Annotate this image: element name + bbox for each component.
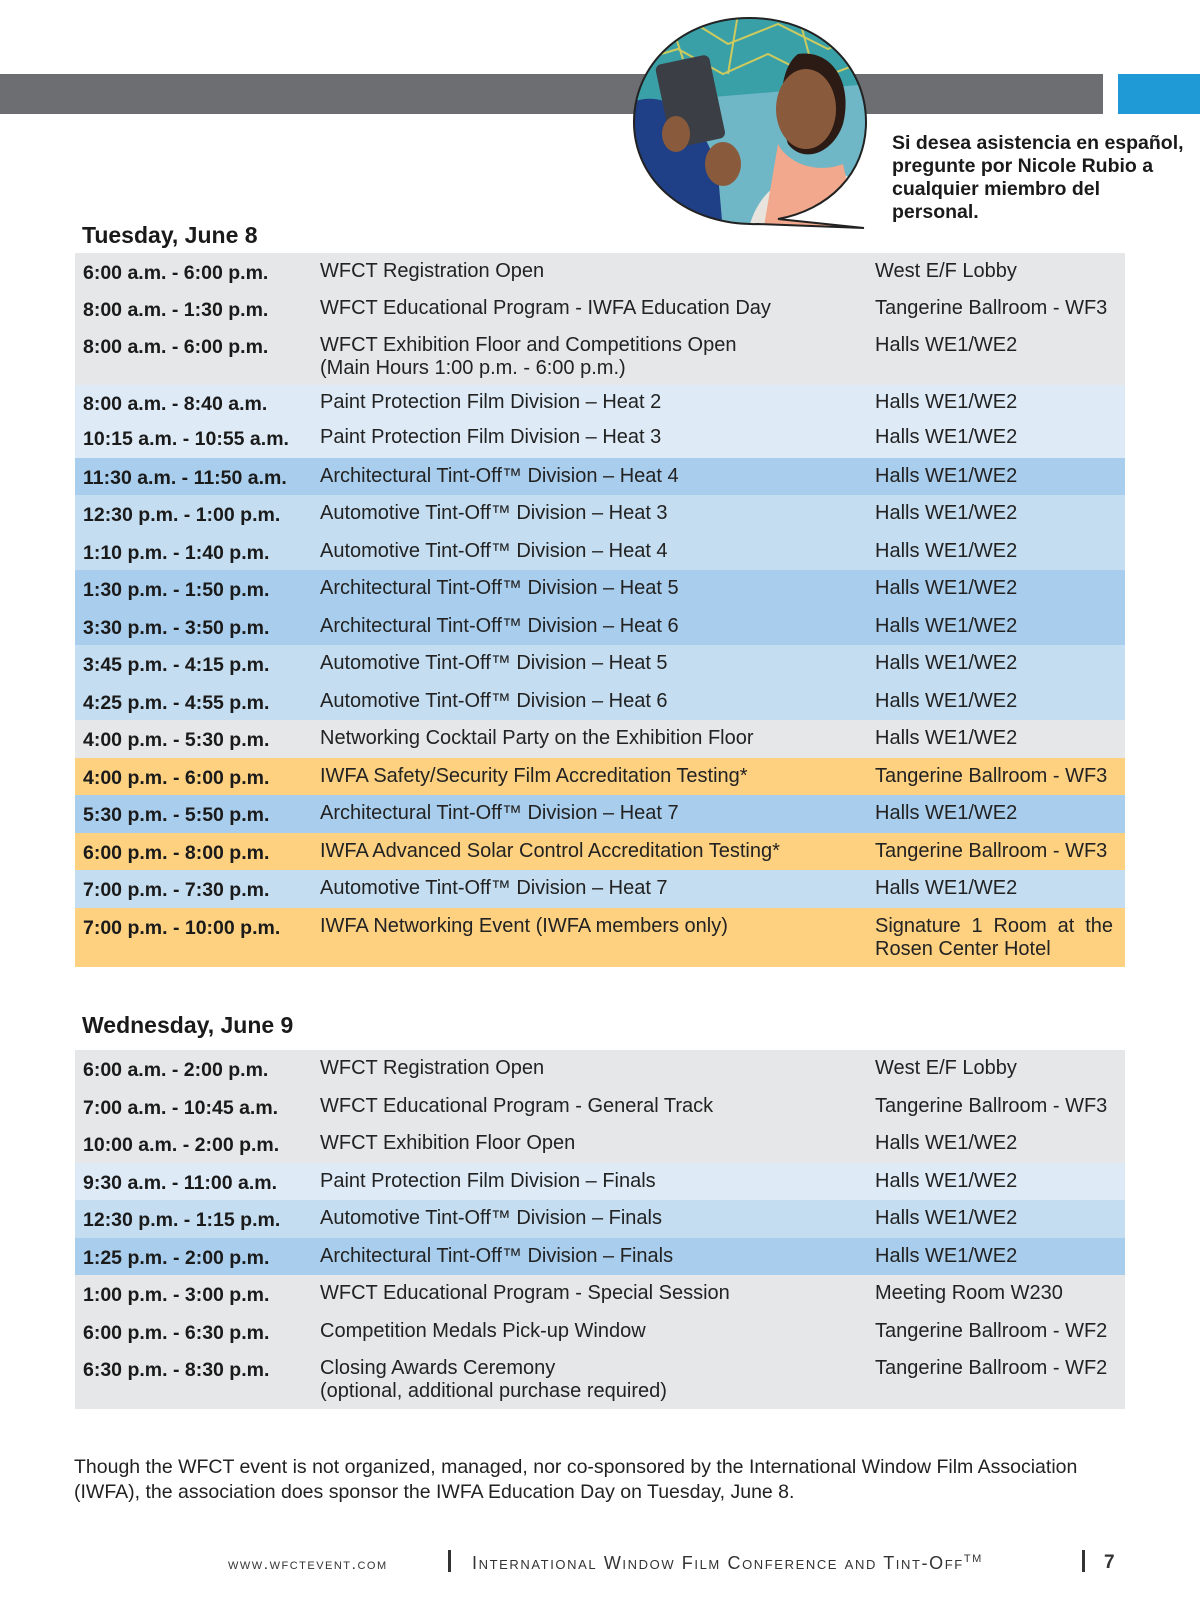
room-cell: Tangerine Ballroom - WF3 xyxy=(875,765,1108,787)
footer-divider xyxy=(1082,1550,1085,1572)
time-cell: 3:30 p.m. - 3:50 p.m. xyxy=(83,617,270,639)
event-cell: Automotive Tint-Off™ Division – Heat 6 xyxy=(320,690,668,712)
event-cell: Networking Cocktail Party on the Exhibition Floor xyxy=(320,727,754,749)
time-cell: 5:30 p.m. - 5:50 p.m. xyxy=(83,804,270,826)
footer-divider xyxy=(448,1550,451,1572)
time-cell: 1:25 p.m. - 2:00 p.m. xyxy=(83,1247,270,1269)
time-cell: 8:00 a.m. - 8:40 a.m. xyxy=(83,393,268,415)
event-cell: Closing Awards Ceremony xyxy=(320,1357,556,1379)
room-cell: Halls WE1/WE2 xyxy=(875,690,1018,712)
room-cell: Halls WE1/WE2 xyxy=(875,727,1018,749)
time-cell: 1:00 p.m. - 3:00 p.m. xyxy=(83,1284,270,1306)
table-row xyxy=(75,1125,1125,1163)
room-cell: Signature 1 Room at the xyxy=(875,915,1113,937)
time-cell: 7:00 a.m. - 10:45 a.m. xyxy=(83,1097,279,1119)
event-cell: WFCT Exhibition Floor Open xyxy=(320,1132,576,1154)
time-cell: 10:00 a.m. - 2:00 p.m. xyxy=(83,1134,280,1156)
time-cell: 6:00 a.m. - 2:00 p.m. xyxy=(83,1059,269,1081)
table-row xyxy=(75,1350,1125,1409)
table-row xyxy=(75,1275,1125,1313)
room-cell: Halls WE1/WE2 xyxy=(875,577,1018,599)
event-cell-line2: (Main Hours 1:00 p.m. - 6:00 p.m.) xyxy=(320,357,626,379)
time-cell: 12:30 p.m. - 1:15 p.m. xyxy=(83,1209,281,1231)
room-cell: Halls WE1/WE2 xyxy=(875,391,1018,413)
spanish-assistance-note: Si desea asistencia en español, pregunte por Nicole Rubio a cualquier miembro del personal. xyxy=(892,132,1184,223)
table-row xyxy=(75,1088,1125,1125)
room-cell: Halls WE1/WE2 xyxy=(875,1207,1018,1229)
event-cell: Automotive Tint-Off™ Division – Heat 7 xyxy=(320,877,668,899)
event-cell: Automotive Tint-Off™ Division – Heat 3 xyxy=(320,502,668,524)
table-row xyxy=(75,1050,1125,1088)
table-row xyxy=(75,833,1125,870)
event-cell: Automotive Tint-Off™ Division – Heat 4 xyxy=(320,540,668,562)
time-cell: 11:30 a.m. - 11:50 a.m. xyxy=(83,467,287,489)
day-heading-tuesday: Tuesday, June 8 xyxy=(82,222,258,248)
event-cell: WFCT Educational Program - General Track xyxy=(320,1095,714,1117)
room-cell: Tangerine Ballroom - WF3 xyxy=(875,840,1108,862)
event-cell: Architectural Tint-Off™ Division – Heat 6 xyxy=(320,615,679,637)
event-cell-line2: (optional, additional purchase required) xyxy=(320,1380,667,1402)
table-row xyxy=(75,758,1125,795)
schedule-table-wednesday xyxy=(75,1050,1125,1409)
time-cell: 4:25 p.m. - 4:55 p.m. xyxy=(83,692,270,714)
footer-conference-title xyxy=(472,1553,983,1574)
table-row xyxy=(75,1163,1125,1200)
event-cell: Automotive Tint-Off™ Division – Finals xyxy=(320,1207,662,1229)
room-cell: Halls WE1/WE2 xyxy=(875,1245,1018,1267)
event-cell: WFCT Registration Open xyxy=(320,260,545,282)
room-cell: Halls WE1/WE2 xyxy=(875,502,1018,524)
time-cell: 6:00 p.m. - 6:30 p.m. xyxy=(83,1322,270,1344)
event-cell: WFCT Registration Open xyxy=(320,1057,545,1079)
table-row xyxy=(75,908,1125,967)
table-row xyxy=(75,1313,1125,1350)
table-row xyxy=(75,421,1125,458)
page-number: 7 xyxy=(1104,1552,1115,1573)
event-cell: IWFA Safety/Security Film Accreditation Testing* xyxy=(320,765,748,787)
time-cell: 8:00 a.m. - 1:30 p.m. xyxy=(83,299,269,321)
event-cell: IWFA Networking Event (IWFA members only) xyxy=(320,915,728,937)
table-row xyxy=(75,720,1125,758)
time-cell: 9:30 a.m. - 11:00 a.m. xyxy=(83,1172,278,1194)
header-bar-gray xyxy=(0,74,1103,114)
day-heading-wednesday: Wednesday, June 9 xyxy=(82,1012,294,1038)
footer-website: www.wfctevent.com xyxy=(228,1556,388,1573)
time-cell: 6:00 p.m. - 8:00 p.m. xyxy=(83,842,270,864)
event-cell: Architectural Tint-Off™ Division – Heat 7 xyxy=(320,802,679,824)
room-cell: Halls WE1/WE2 xyxy=(875,652,1018,674)
room-cell: Tangerine Ballroom - WF2 xyxy=(875,1320,1108,1342)
table-row xyxy=(75,795,1125,833)
room-cell: Tangerine Ballroom - WF3 xyxy=(875,1095,1108,1117)
event-cell: Automotive Tint-Off™ Division – Heat 5 xyxy=(320,652,668,674)
table-row xyxy=(75,870,1125,908)
table-row xyxy=(75,1238,1125,1275)
event-cell: Architectural Tint-Off™ Division – Heat 4 xyxy=(320,465,679,487)
room-cell: Halls WE1/WE2 xyxy=(875,465,1018,487)
footer-tm: TM xyxy=(963,1553,983,1565)
time-cell: 10:15 a.m. - 10:55 a.m. xyxy=(83,428,289,450)
table-row xyxy=(75,290,1125,327)
time-cell: 12:30 p.m. - 1:00 p.m. xyxy=(83,504,281,526)
page-footer xyxy=(0,1552,1200,1586)
room-cell-line2: Rosen Center Hotel xyxy=(875,938,1051,960)
table-row xyxy=(75,608,1125,645)
table-row xyxy=(75,385,1125,421)
event-cell: WFCT Educational Program - IWFA Education Day xyxy=(320,297,771,319)
room-cell: Meeting Room W230 xyxy=(875,1282,1063,1304)
room-cell: Halls WE1/WE2 xyxy=(875,334,1018,356)
table-row xyxy=(75,253,1125,290)
time-cell: 1:30 p.m. - 1:50 p.m. xyxy=(83,579,270,601)
event-cell: WFCT Exhibition Floor and Competitions Open xyxy=(320,334,737,356)
time-cell: 4:00 p.m. - 6:00 p.m. xyxy=(83,767,270,789)
event-cell: Paint Protection Film Division – Heat 3 xyxy=(320,426,662,448)
event-cell: IWFA Advanced Solar Control Accreditation Testing* xyxy=(320,840,780,862)
event-cell: Paint Protection Film Division – Heat 2 xyxy=(320,391,662,413)
table-row xyxy=(75,458,1125,495)
schedule-table-tuesday xyxy=(75,253,1125,967)
room-cell: Halls WE1/WE2 xyxy=(875,877,1018,899)
time-cell: 3:45 p.m. - 4:15 p.m. xyxy=(83,654,270,676)
table-row xyxy=(75,570,1125,608)
room-cell: Halls WE1/WE2 xyxy=(875,1170,1018,1192)
time-cell: 7:00 p.m. - 10:00 p.m. xyxy=(83,917,281,939)
table-row xyxy=(75,1200,1125,1238)
time-cell: 1:10 p.m. - 1:40 p.m. xyxy=(83,542,270,564)
time-cell: 7:00 p.m. - 7:30 p.m. xyxy=(83,879,270,901)
time-cell: 8:00 a.m. - 6:00 p.m. xyxy=(83,336,269,358)
event-cell: Architectural Tint-Off™ Division – Heat 5 xyxy=(320,577,679,599)
room-cell: West E/F Lobby xyxy=(875,260,1017,282)
footer-conference-name: International Window Film Conference and Tint-Off xyxy=(472,1553,964,1573)
table-row xyxy=(75,683,1125,720)
table-row xyxy=(75,645,1125,683)
event-cell: Architectural Tint-Off™ Division – Finals xyxy=(320,1245,674,1267)
room-cell: Tangerine Ballroom - WF3 xyxy=(875,297,1108,319)
room-cell: Halls WE1/WE2 xyxy=(875,540,1018,562)
event-cell: WFCT Educational Program - Special Session xyxy=(320,1282,730,1304)
table-row xyxy=(75,327,1125,385)
event-cell: Paint Protection Film Division – Finals xyxy=(320,1170,656,1192)
woman-with-tablet-photo xyxy=(628,14,871,232)
sponsorship-footnote: Though the WFCT event is not organized, managed, nor co-sponsored by the International Window Film Association (IWFA), the association does sponsor the IWFA Education Day on Tuesday, June 8. xyxy=(74,1456,1078,1503)
time-cell: 6:00 a.m. - 6:00 p.m. xyxy=(83,262,269,284)
table-row xyxy=(75,495,1125,533)
room-cell: Halls WE1/WE2 xyxy=(875,615,1018,637)
time-cell: 4:00 p.m. - 5:30 p.m. xyxy=(83,729,270,751)
room-cell: West E/F Lobby xyxy=(875,1057,1017,1079)
room-cell: Halls WE1/WE2 xyxy=(875,426,1018,448)
event-cell: Competition Medals Pick-up Window xyxy=(320,1320,646,1342)
room-cell: Tangerine Ballroom - WF2 xyxy=(875,1357,1108,1379)
time-cell: 6:30 p.m. - 8:30 p.m. xyxy=(83,1359,270,1381)
table-row xyxy=(75,533,1125,570)
room-cell: Halls WE1/WE2 xyxy=(875,1132,1018,1154)
room-cell: Halls WE1/WE2 xyxy=(875,802,1018,824)
header-bar-blue xyxy=(1118,74,1200,114)
